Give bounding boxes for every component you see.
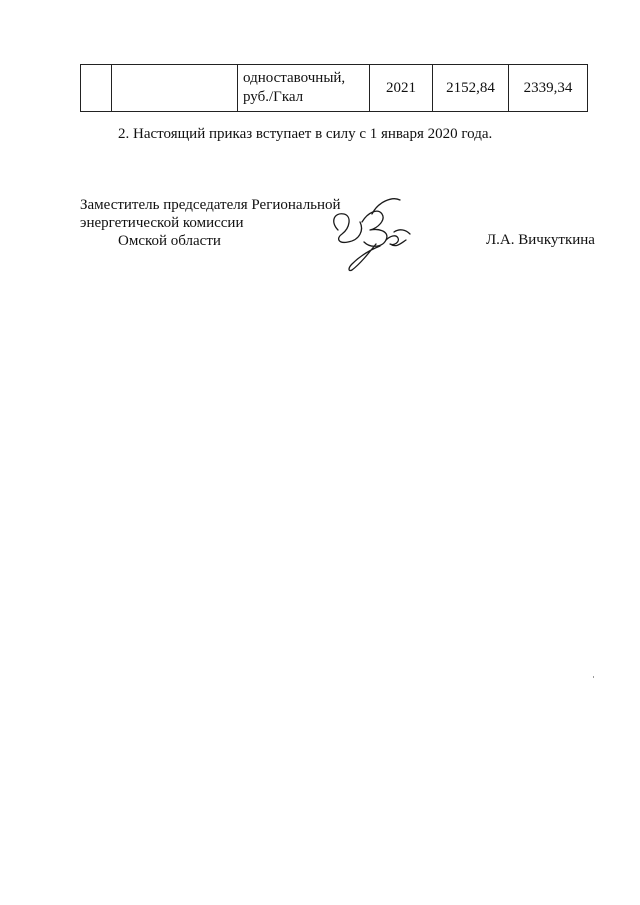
tariff-type-line1: одноставочный, — [243, 70, 346, 86]
tariff-table — [80, 64, 588, 112]
scan-speck — [593, 676, 594, 678]
table-cell-name — [112, 65, 238, 112]
signer-name: Л.А. Вичкуткина — [486, 232, 595, 248]
table-row — [81, 65, 588, 112]
signer-title-line1: Заместитель председателя Региональной — [80, 197, 341, 213]
table-cell-tariff-type — [238, 65, 370, 112]
table-cell-index — [81, 65, 112, 112]
tariff-type-line2: руб./Гкал — [243, 89, 304, 105]
signer-title — [80, 196, 341, 250]
order-effective-date-paragraph: 2. Настоящий приказ вступает в силу с 1 января 2020 года. — [118, 126, 493, 142]
table-cell-year: 2021 — [370, 65, 433, 112]
handwritten-signature — [320, 192, 420, 276]
signer-title-line2: энергетической комиссии — [80, 215, 244, 231]
signer-title-line3: Омской области — [118, 233, 221, 249]
table-cell-value2: 2339,34 — [509, 65, 588, 112]
table-cell-value1: 2152,84 — [433, 65, 509, 112]
